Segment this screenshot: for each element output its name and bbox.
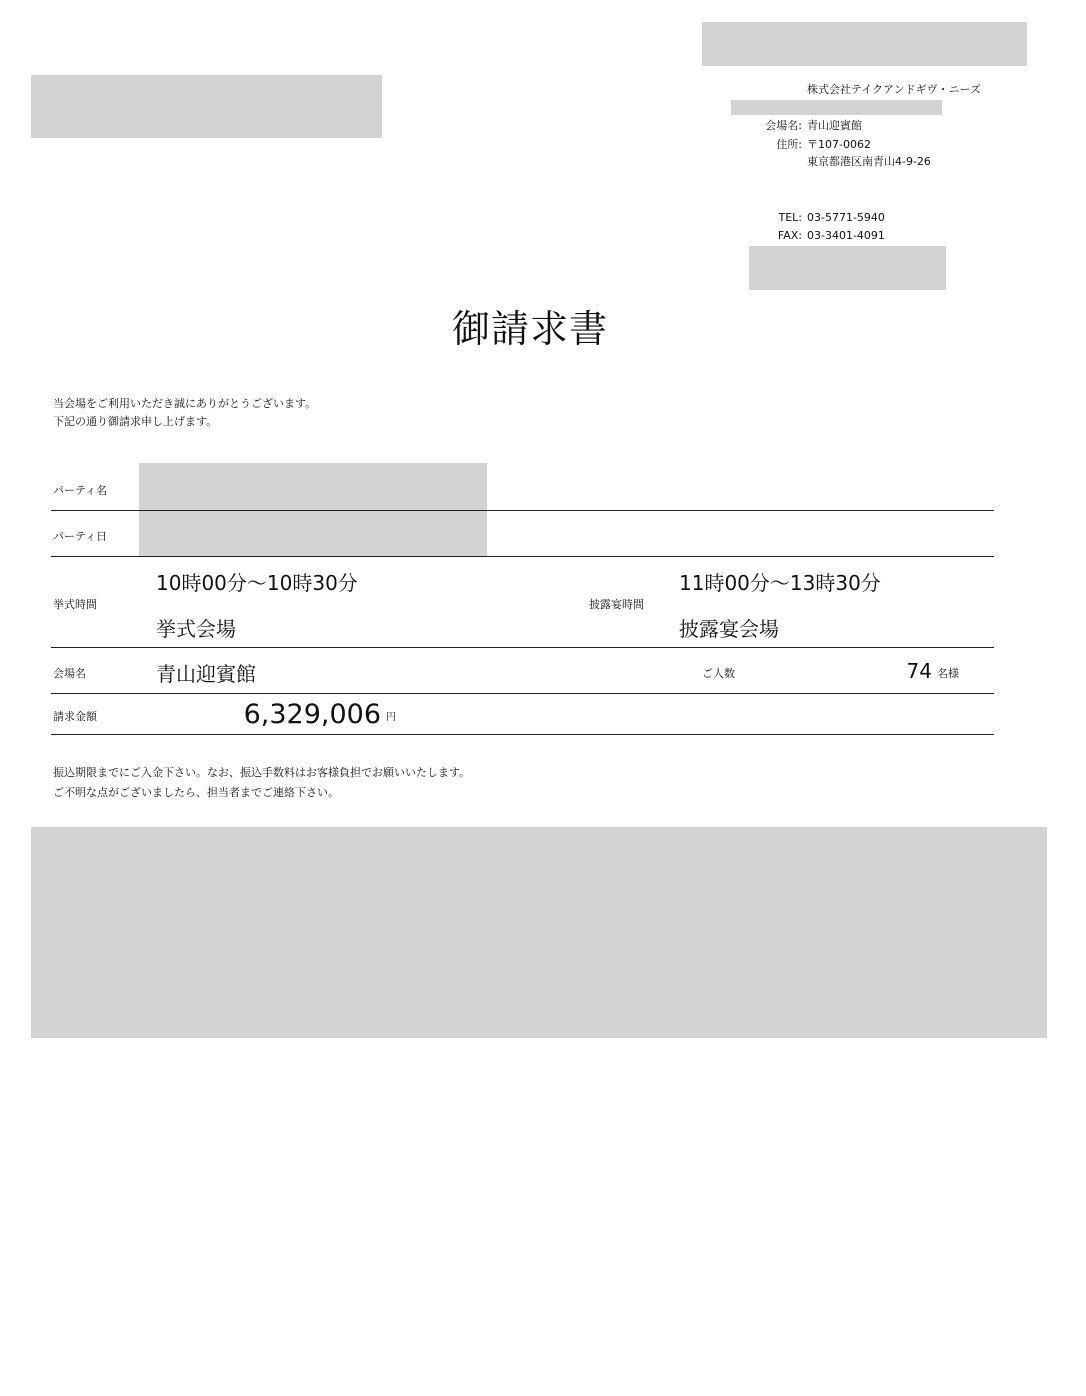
table-divider: [51, 556, 994, 557]
table-divider: [51, 647, 994, 648]
intro-line-2: 下記の通り御請求申し上げます。: [53, 415, 218, 428]
redacted-block-recipient: [31, 75, 382, 138]
note-line-2: ご不明な点がございましたら、担当者までご連絡下さい。: [53, 786, 339, 799]
issuer-address: 東京都港区南青山4-9-26: [807, 155, 931, 168]
issuer-company: 株式会社テイクアンドギヴ・ニーズ: [807, 83, 982, 96]
amount-unit: 円: [386, 712, 396, 723]
document-title: 御請求書: [451, 307, 608, 351]
redacted-block-issuer-line: [731, 100, 942, 115]
venue-name-value: 青山迎賓館: [156, 662, 256, 686]
guests-count-value: 74: [906, 659, 932, 683]
issuer-venue-name: 青山迎賓館: [807, 119, 862, 132]
redacted-block-bottom: [31, 827, 1047, 1038]
intro-line-1: 当会場をご利用いただき誠にありがとうございます。: [53, 397, 317, 410]
issuer-tel: 03-5771-5940: [807, 211, 885, 224]
reception-time-label: 披露宴時間: [589, 598, 644, 611]
reception-time-value: 11時00分〜13時30分: [679, 571, 881, 595]
redacted-block-stamp: [749, 246, 946, 290]
ceremony-venue-value: 挙式会場: [156, 617, 236, 641]
issuer-fax-label: FAX:: [777, 229, 802, 242]
redacted-block-top-right: [702, 22, 1027, 66]
issuer-fax: 03-3401-4091: [807, 229, 885, 242]
party-name-label: パーティ名: [53, 484, 108, 497]
amount-value: 6,329,006: [243, 699, 381, 730]
table-divider: [51, 734, 994, 735]
guests-label: ご人数: [702, 667, 735, 680]
issuer-postal: 〒107-0062: [807, 138, 871, 151]
venue-label: 会場名: [53, 667, 86, 680]
party-date-label: パーティ日: [53, 530, 108, 543]
guests-unit: 名様: [937, 667, 959, 680]
issuer-tel-label: TEL:: [778, 211, 802, 224]
issuer-address-label: 住所:: [776, 138, 802, 151]
ceremony-time-label: 挙式時間: [53, 598, 97, 611]
amount-label: 請求金額: [53, 710, 97, 723]
issuer-venue-label: 会場名:: [765, 119, 802, 132]
table-divider: [51, 693, 994, 694]
table-divider: [51, 510, 994, 511]
note-line-1: 振込期限までにご入金下さい。なお、振込手数料はお客様負担でお願いいたします。: [53, 766, 471, 779]
reception-venue-value: 披露宴会場: [679, 617, 779, 641]
ceremony-time-value: 10時00分〜10時30分: [156, 571, 358, 595]
